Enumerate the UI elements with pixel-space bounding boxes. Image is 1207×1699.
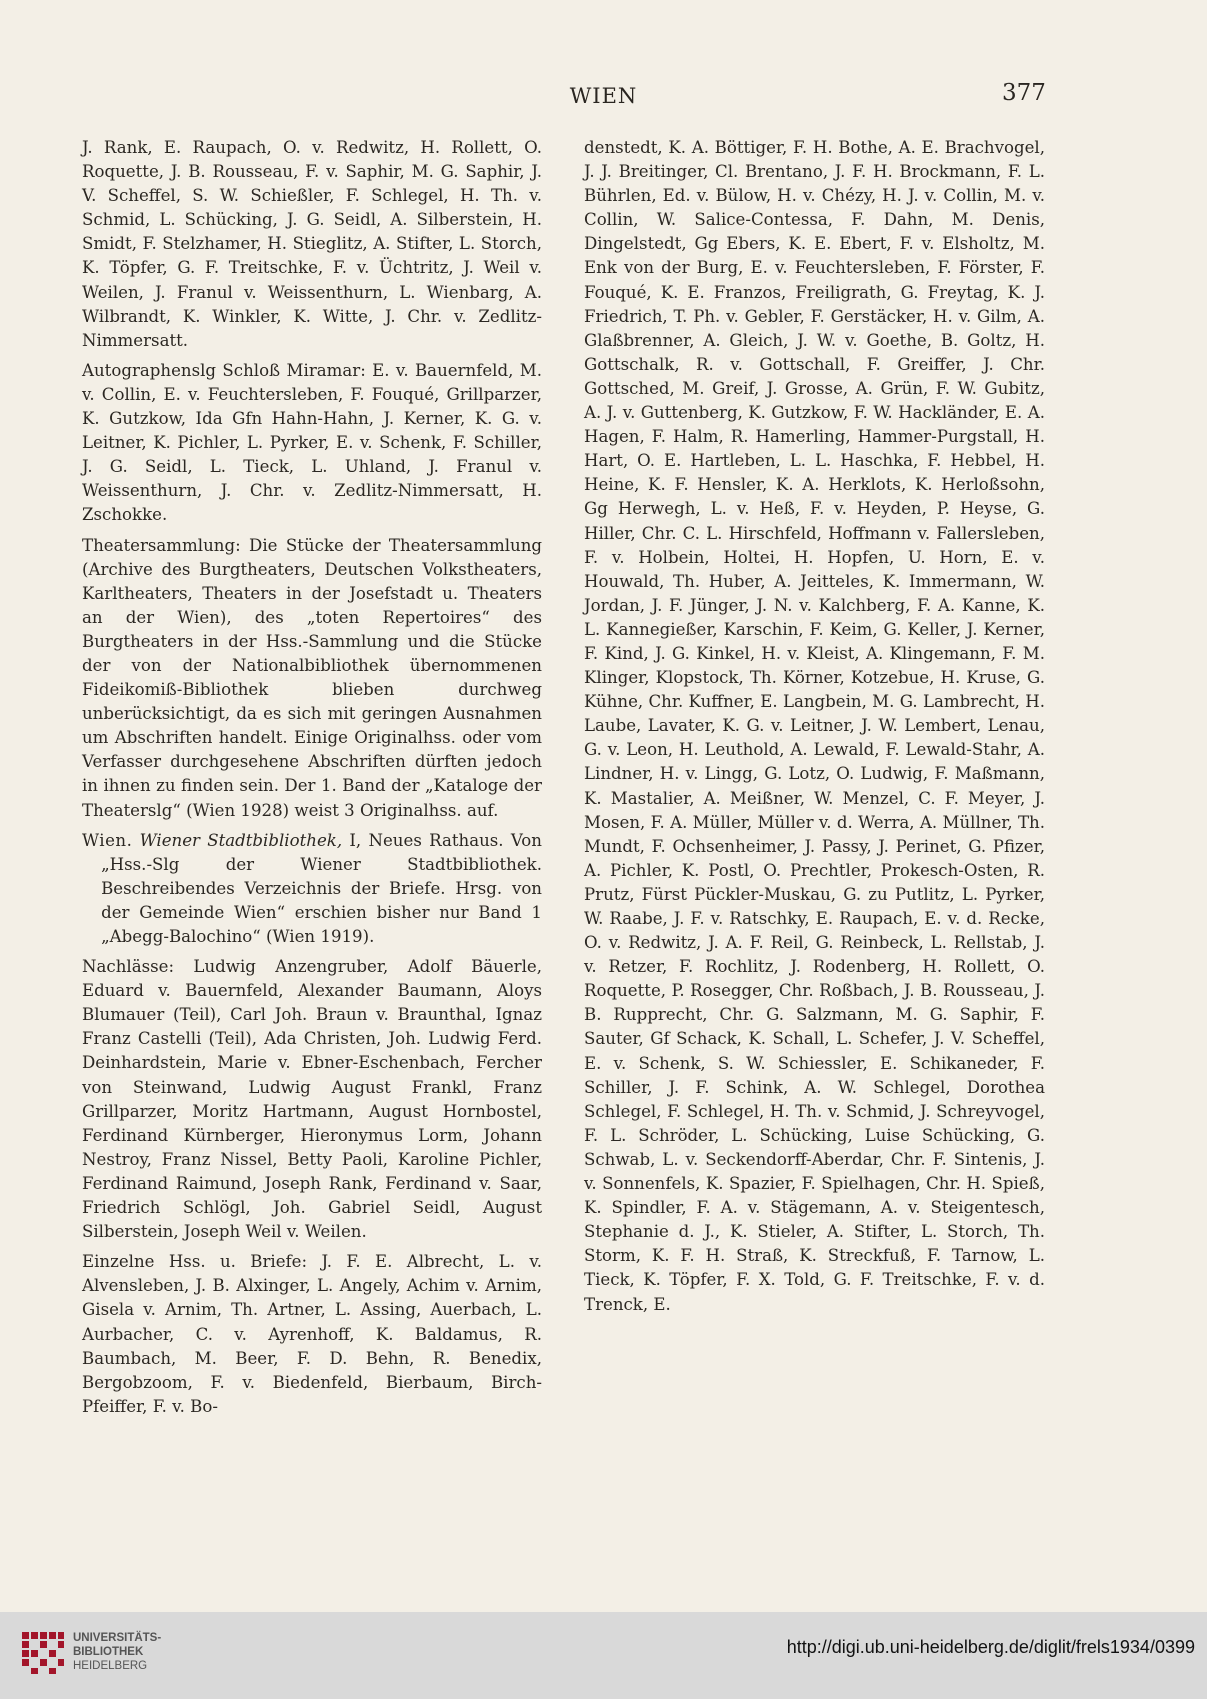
library-entry (82, 829, 542, 949)
university-library-logo-icon (20, 1630, 66, 1676)
paragraph: denstedt, K. A. Böttiger, F. H. Bothe, A. E. Brachvogel, J. J. Breitinger, Cl. Brentano, J. F. H. Brockmann, F. L. Bührlen, Ed. v. Bülow, H. v. Chézy, H. J. v. Collin, M. v. Collin, W. Salice-Contessa, F. Dahn, M. Denis, Dingelstedt, Gg Ebers, K. E. Ebert, F. v. Elsholtz, M. Enk von der Burg, E. v. Feuchtersleben, F. Förster, F. Fouqué, K. E. Franzos, Freiligrath, G. Freytag, K. J. Friedrich, T. Ph. v. Gebler, F. Gerstäcker, H. v. Gilm, A. Glaßbrenner, A. Gleich, J. W. v. Goethe, B. Goltz, H. Gottschalk, R. v. Gottschall, F. Greiffer, J. Chr. Gottsched, M. Greif, J. Grosse, A. Grün, F. W. Gubitz, A. J. v. Guttenberg, K. Gutzkow, F. W. Hackländer, E. A. Hagen, F. Halm, R. Hamerling, Hammer-Purgstall, H. Hart, O. E. Hartleben, L. L. Haschka, F. Hebbel, H. Heine, K. F. Hensler, K. A. Herklots, K. Herloßsohn, Gg Herwegh, L. v. Heß, F. v. Heyden, P. Heyse, G. Hiller, Chr. C. L. Hirschfeld, Hoffmann v. Fallersleben, F. v. Holbein, Holtei, H. Hopfen, U. Horn, E. v. Houwald, Th. Huber, A. Jeitteles, K. Immermann, W. Jordan, J. F. Jünger, J. N. v. Kalchberg, F. A. Kanne, K. L. Kannegießer, Karschin, F. Keim, G. Keller, J. Kerner, F. Kind, J. G. Kinkel, H. v. Kleist, A. Klingemann, F. M. Klinger, Klopstock, Th. Körner, Kotzebue, H. Kruse, G. Kühne, Chr. Kuffner, E. Langbein, M. G. Lambrecht, H. Laube, Lavater, K. G. v. Leitner, J. W. Lembert, Lenau, G. v. Leon, H. Leuthold, A. Lewald, F. Lewald-Stahr, A. Lindner, H. v. Lingg, G. Lotz, O. Ludwig, F. Maßmann, K. Mastalier, A. Meißner, W. Menzel, C. F. Meyer, J. Mosen, F. A. Müller, Müller v. d. Werra, A. Müllner, Th. Mundt, F. Ochsenheimer, J. Passy, J. Perinet, G. Pfizer, A. Pichler, K. Postl, O. Prechtler, Prokesch-Osten, R. Prutz, Fürst Pückler-Muskau, G. zu Putlitz, L. Pyrker, W. Raabe, J. F. v. Ratschky, E. Raupach, E. v. d. Recke, O. v. Redwitz, J. A. F. Reil, G. Reinbeck, L. Rellstab, J. v. Retzer, F. Rochlitz, J. Rodenberg, H. Rollett, O. Roquette, P. Rosegger, Chr. Roßbach, J. B. Rousseau, J. B. Rupprecht, Chr. G. Salzmann, M. G. Saphir, F. Sauter, Gf Schack, K. Schall, L. Schefer, J. V. Scheffel, E. v. Schenk, S. W. Schiessler, E. Schikaneder, F. Schiller, J. F. Schink, A. W. Schlegel, Dorothea Schlegel, F. Schlegel, H. Th. v. Schmid, J. Schreyvogel, F. L. Schröder, L. Schücking, Luise Schücking, G. Schwab, L. v. Seckendorff-Aberdar, Chr. F. Sintenis, J. v. Sonnenfels, K. Spazier, F. Spielhagen, Chr. H. Spieß, K. Spindler, F. A. v. Stägemann, A. v. Steigentesch, Stephanie d. J., K. Stieler, A. Stifter, L. Storch, Th. Storm, K. F. H. Straß, K. Streckfuß, F. Tarnow, L. Tieck, K. Töpfer, F. X. Told, G. F. Treitschke, F. v. d. Trenck, E. (584, 138, 1045, 1314)
paragraph: Autographenslg Schloß Miramar: E. v. Bauernfeld, M. v. Collin, E. v. Feuchtersleben, F. Fouqué, Grillparzer, K. Gutzkow, Ida Gfn Hahn-Hahn, J. Kerner, K. G. v. Leitner, K. Pichler, L. Pyrker, E. v. Schenk, F. Schiller, J. G. Seidl, L. Tieck, L. Uhland, J. Franul v. Weissenthurn, J. Chr. v. Zedlitz-Nimmersatt, H. Zschokke. (82, 360, 542, 525)
footer-band (0, 1612, 1207, 1699)
institution-name (73, 1631, 161, 1673)
running-title: WIEN (569, 84, 638, 108)
left-column (82, 136, 542, 1425)
paragraph: Theatersammlung: Die Stücke der Theatersammlung (Archive des Burgtheaters, Deutschen Volkstheaters, Karltheaters, Theaters in der Josefstadt u. Theaters an der Wien), des „toten Repertoires“ des Burgtheaters in der Hss.-Sammlung und die Stücke der von der Nationalbibliothek übernommenen Fideikomiß-Bibliothek blieben durchweg unberücksichtigt, da es sich mit geringen Ausnahmen um Abschriften handelt. Einige Originalhss. oder vom Verfasser durchgesehene Abschriften dürften jedoch in ihnen zu finden sein. Der 1. Band der „Kataloge der Theaterslg“ (Wien 1928) weist 3 Originalhss. auf. (82, 535, 542, 820)
institution-line: BIBLIOTHEK (73, 1646, 144, 1658)
entry-place: Wien. (82, 830, 133, 850)
paragraph: J. Rank, E. Raupach, O. v. Redwitz, H. Rollett, O. Roquette, J. B. Rousseau, F. v. Saphir, M. G. Saphir, J. V. Scheffel, S. W. Schießler, F. Schlegel, H. Th. v. Schmid, L. Schücking, J. G. Seidl, A. Silberstein, H. Smidt, F. Stelzhamer, H. Stieglitz, A. Stifter, L. Storch, K. Töpfer, G. F. Treitschke, F. v. Üchtritz, J. Weil v. Weilen, J. Franul v. Weissenthurn, L. Wienbarg, A. Wilbrandt, K. Winkler, K. Witte, J. Chr. v. Zedlitz-Nimmersatt. (82, 138, 542, 350)
paragraph: Einzelne Hss. u. Briefe: J. F. E. Albrecht, L. v. Alvensleben, J. B. Alxinger, L. Angely, Achim v. Arnim, Gisela v. Arnim, Th. Artner, L. Assing, Auerbach, L. Aurbacher, C. v. Ayrenhoff, K. Baldamus, R. Baumbach, M. Beer, F. D. Behn, R. Benedix, Bergobzoom, F. v. Biedenfeld, Bierbaum, Birch-Pfeiffer, F. v. Bo- (82, 1252, 542, 1416)
entry-library: Wiener Stadtbibliothek, (139, 830, 343, 850)
institution-line: UNIVERSITÄTS- (73, 1632, 162, 1644)
paragraph: Nachlässe: Ludwig Anzengruber, Adolf Bäuerle, Eduard v. Bauernfeld, Alexander Baumann, Aloys Blumauer (Teil), Carl Joh. Braun v. Braunthal, Ignaz Franz Castelli (Teil), Ada Christen, Joh. Ludwig Ferd. Deinhardstein, Marie v. Ebner-Eschenbach, Fercher von Steinwand, Ludwig August Frankl, Franz Grillparzer, Moritz Hartmann, August Hornbostel, Ferdinand Kürnberger, Hieronymus Lorm, Johann Nestroy, Franz Nissel, Betty Paoli, Karoline Pichler, Ferdinand Raimund, Joseph Rank, Ferdinand v. Saar, Friedrich Schlögl, Joh. Gabriel Seidl, August Silberstein, Joseph Weil v. Weilen. (82, 957, 542, 1242)
institution-line: HEIDELBERG (73, 1660, 148, 1672)
right-column (584, 136, 1045, 1323)
source-url-link[interactable]: http://digi.ub.uni-heidelberg.de/diglit/frels1934/0399 (786, 1637, 1195, 1657)
page-number: 377 (1002, 80, 1046, 106)
entry-description: I, Neues Rathaus. Von „Hss.-Slg der Wiener Stadtbibliothek. Beschreibendes Verzeichnis der Briefe. Hrsg. von der Gemeinde Wien“ erschien bisher nur Band 1 „Abegg-Balochino“ (Wien 1919). (101, 830, 542, 946)
